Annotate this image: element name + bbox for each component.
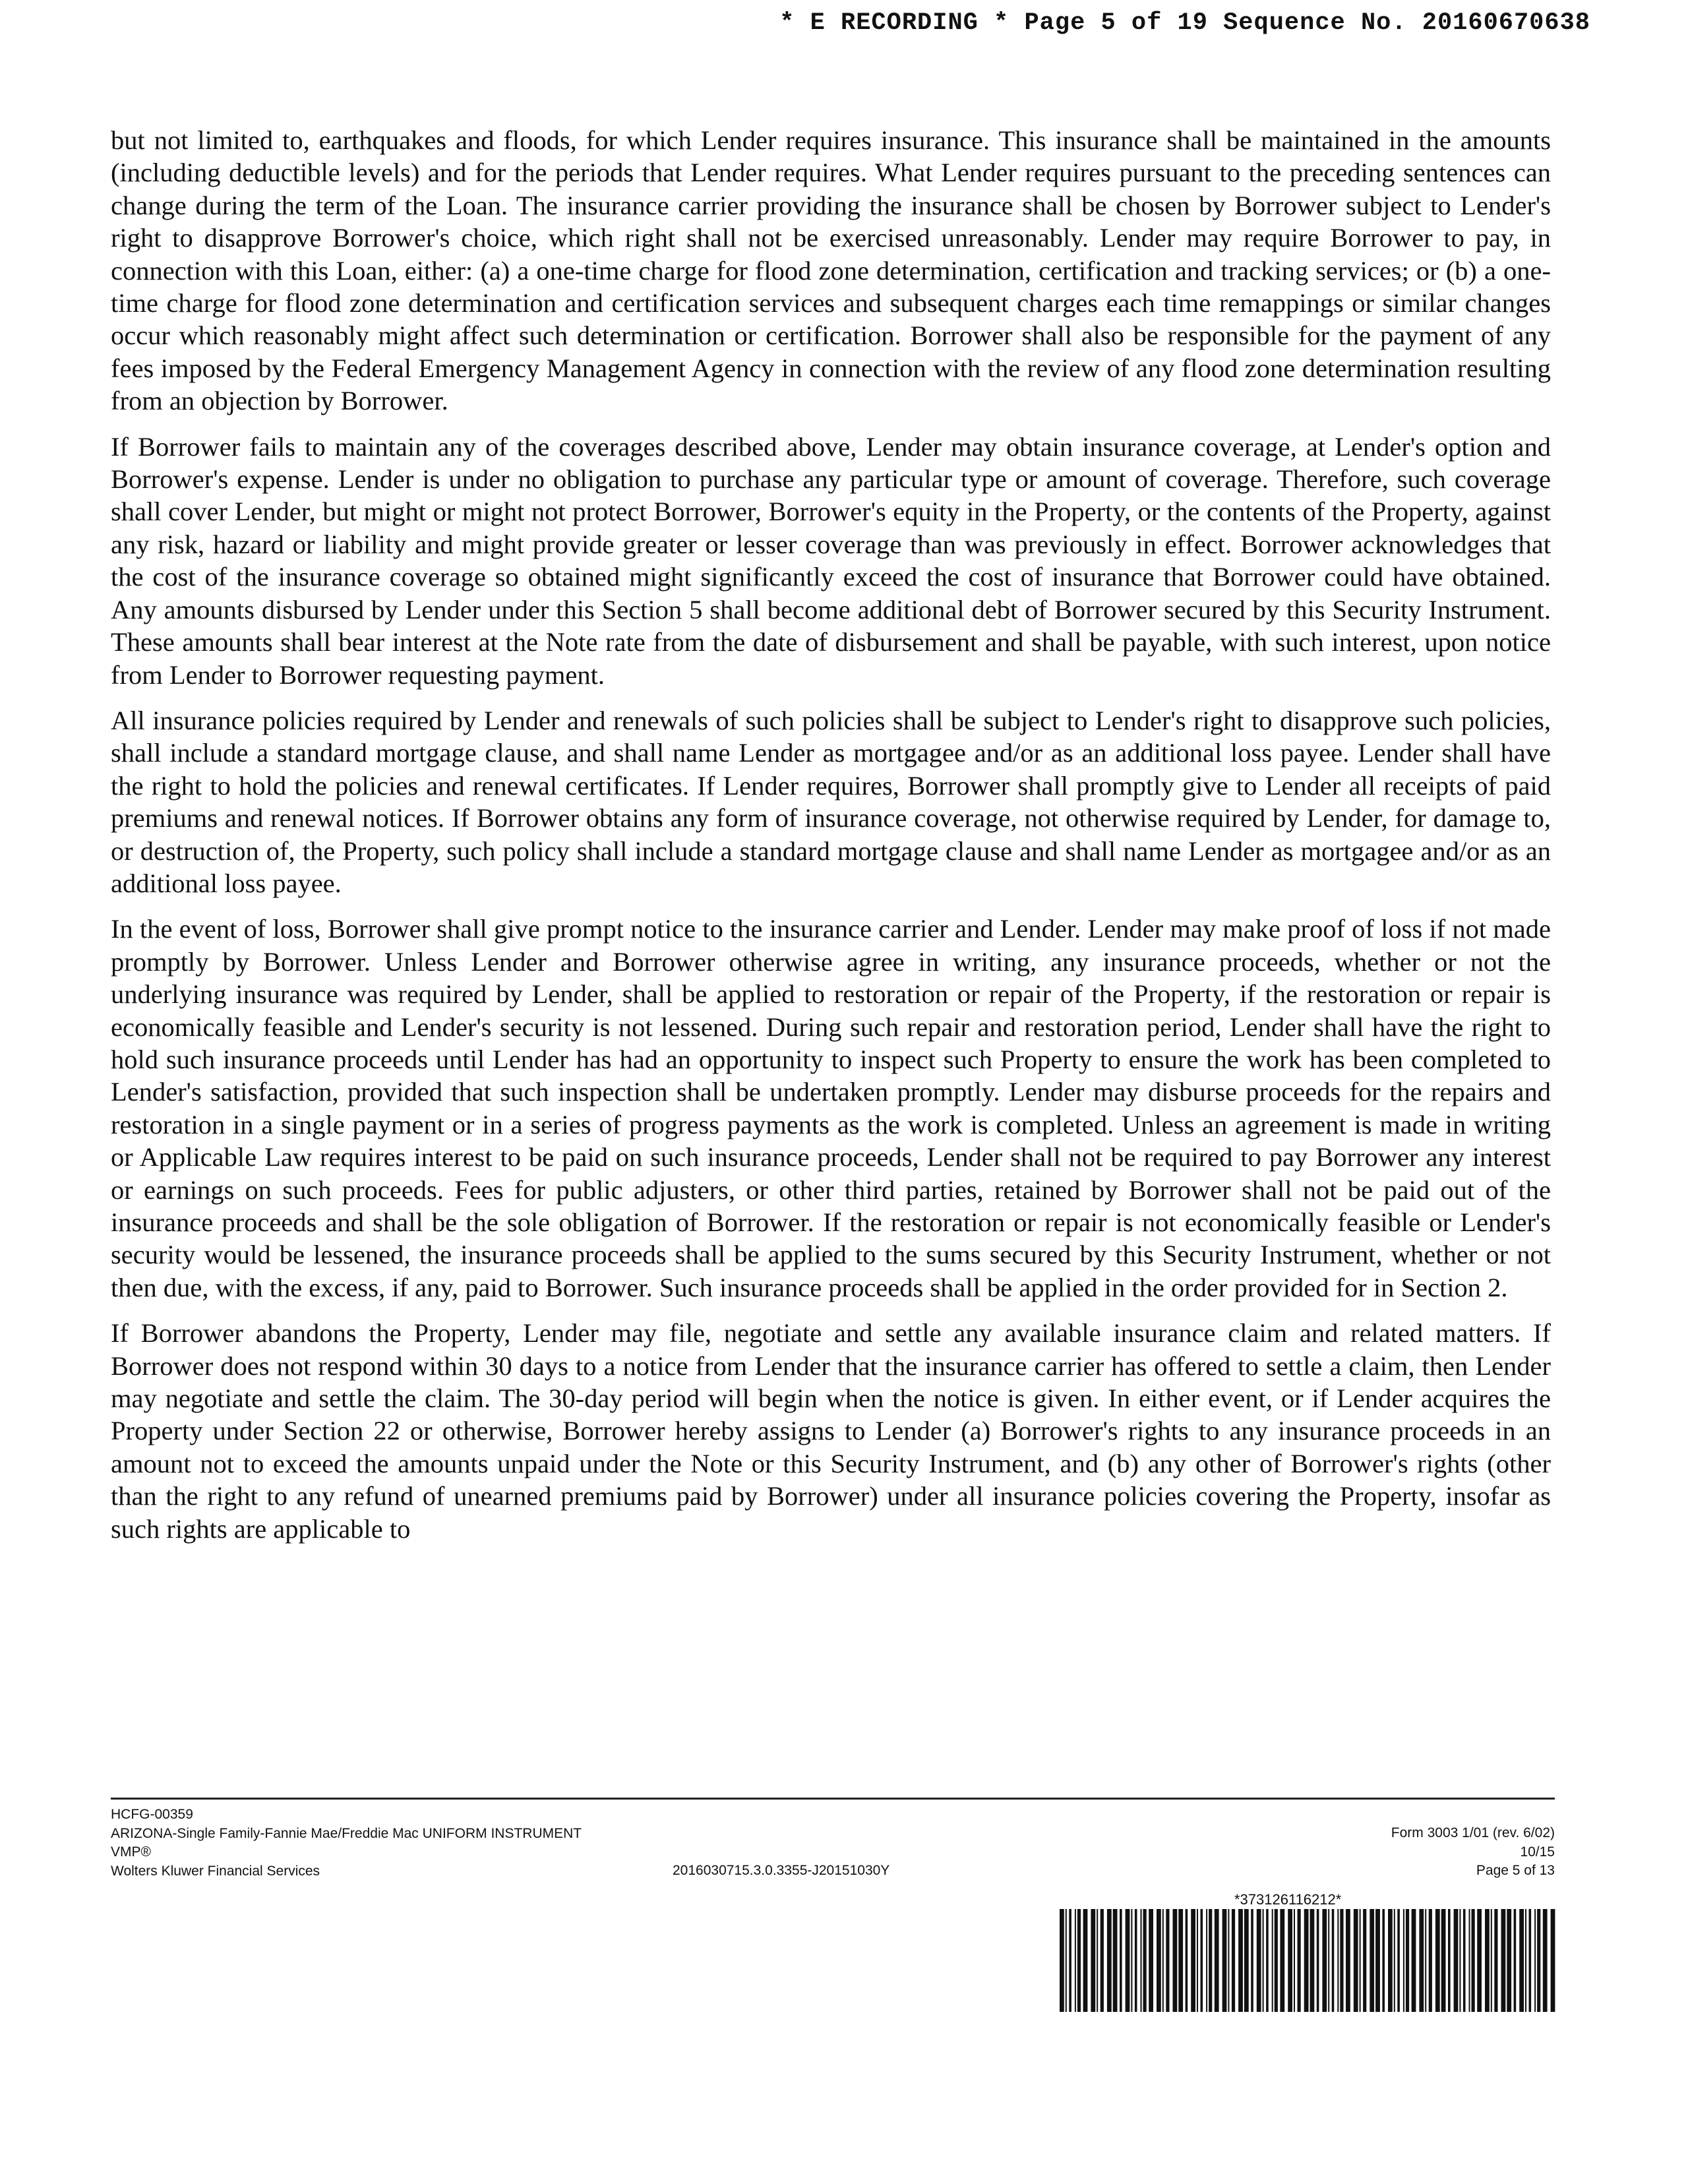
barcode-bar — [1097, 1909, 1098, 2012]
barcode-bar — [1228, 1909, 1229, 2012]
barcode-bar — [1141, 1909, 1142, 2012]
barcode-bar — [1131, 1909, 1132, 2012]
barcode-bar — [1157, 1909, 1161, 2012]
barcode-bar — [1463, 1909, 1466, 2012]
barcode-bar — [1543, 1909, 1548, 2012]
barcode-bar — [1429, 1909, 1432, 2012]
barcode-bar — [1507, 1909, 1511, 2012]
barcode-bar — [1100, 1909, 1104, 2012]
form-code: HCFG-00359 — [111, 1807, 193, 1822]
barcode-bar — [1337, 1909, 1339, 2012]
barcode-bar — [1266, 1909, 1269, 2012]
paragraph-abandonment: If Borrower abandons the Property, Lender may file, negotiate and settle any available insurance claim and related matters. If Borrower does not respond within 30 days to a notice from Lender that the insurance carrier has offered to settle a claim, then Lender may negotiate and settle the claim. The 30-day period will begin when the notice is given. In either event, or if Lender acquires the Property under Section 22 or otherwise, Borrower hereby assigns to Lender (a) Borrower's rights to any insurance proceeds in an amount not to exceed the amounts unpaid under the Note or this Security Instrument, and (b) any other of Borrower's rights (other than the right to any refund of unearned premiums paid by Borrower) under all insurance policies covering the Property, insofar as such rights are applicable to — [111, 1318, 1551, 1544]
barcode-bar — [1206, 1909, 1207, 2012]
barcode-bar — [1288, 1909, 1292, 2012]
barcode-bar — [1317, 1909, 1319, 2012]
barcode-bar — [1375, 1909, 1380, 2012]
barcode-bar — [1397, 1909, 1400, 2012]
barcode-bar — [1298, 1909, 1301, 2012]
barcode-bar — [1472, 1909, 1475, 2012]
barcode-bar — [1263, 1909, 1264, 2012]
recording-header: * E RECORDING * Page 5 of 19 Sequence No. 20160670638 — [779, 9, 1590, 37]
barcode-bar — [1491, 1909, 1492, 2012]
barcode-bar — [1360, 1909, 1361, 2012]
barcode-bar — [1454, 1909, 1459, 2012]
barcode-bar — [1143, 1909, 1147, 2012]
barcode-bar — [1173, 1909, 1178, 2012]
barcode-bar — [1340, 1909, 1343, 2012]
barcode-bar — [1060, 1909, 1064, 2012]
barcode-bar — [1280, 1909, 1284, 2012]
barcode-bar — [1120, 1909, 1122, 2012]
barcode-bar — [1272, 1909, 1273, 2012]
barcode-bar — [1091, 1909, 1095, 2012]
document-footer — [111, 1805, 1555, 1891]
instrument-title: ARIZONA-Single Family-Fannie Mae/Freddie Mac UNIFORM INSTRUMENT — [111, 1825, 582, 1841]
barcode-bar — [1332, 1909, 1335, 2012]
barcode-bar — [1469, 1909, 1470, 2012]
barcode-bar — [1232, 1909, 1235, 2012]
barcode-bar — [1251, 1909, 1253, 2012]
form-date: 10/15 — [1520, 1844, 1555, 1860]
barcode-bar — [1354, 1909, 1358, 2012]
footer-divider — [111, 1798, 1555, 1800]
barcode-bar — [1441, 1909, 1446, 2012]
paragraph-lender-coverage: If Borrower fails to maintain any of the coverages described above, Lender may obtain insurance coverage, at Lender's option and Borrower's expense. Lender is under no obligation to purchase any particular type or amount of coverage. Therefore, such coverage shall cover Lender, but might or might not protect Borrower, Borrower's equity in the Property, or the contents of the Property, against any risk, hazard or liability and might provide greater or lesser coverage than was previously in effect. Borrower acknowledges that the cost of the insurance coverage so obtained might significantly exceed the cost of insurance that Borrower could have obtained. Any amounts disbursed by Lender under this Section 5 shall become additional debt of Borrower secured by this Security Instrument. These amounts shall bear interest at the Note rate from the date of disbursement and shall be payable, with such interest, upon notice from Lender to Borrower requesting payment. — [111, 431, 1551, 690]
barcode-number: *373126116212* — [1234, 1891, 1342, 1908]
barcode-bar — [1149, 1909, 1153, 2012]
barcode-bar — [1328, 1909, 1329, 2012]
barcode-bar — [1322, 1909, 1327, 2012]
barcode-bar — [1077, 1909, 1081, 2012]
barcode-bar — [1388, 1909, 1393, 2012]
barcode-bar — [1162, 1909, 1164, 2012]
barcode-bar — [1113, 1909, 1118, 2012]
barcode-bar — [1209, 1909, 1212, 2012]
barcode-bar — [1485, 1909, 1490, 2012]
paragraph-event-of-loss: In the event of loss, Borrower shall give prompt notice to the insurance carrier and Lender. Lender may make proof of loss if not made promptly by Borrower. Unless Lender and Borrower otherwise agree in writing, any insurance proceeds, whether or not the underlying insurance was required by Lender, shall be applied to restoration or repair of the Property, if the restoration or repair is economically feasible and Lender's security is not lessened. During such repair and restoration period, Lender shall have the right to hold such insurance proceeds until Lender has had an opportunity to inspect such Property to ensure the work has been completed to Lender's satisfaction, provided that such inspection shall be undertaken promptly. Lender may disburse proceeds for the repairs and restoration in a single payment or in a series of progress payments as the work is completed. Unless an agreement is made in writing or Applicable Law requires interest to be paid on such insurance proceeds, Lender shall not be required to pay Borrower any interest or earnings on such proceeds. Fees for public adjusters, or other third parties, retained by Borrower shall not be paid out of the insurance proceeds and shall be the sole obligation of Borrower. If the restoration or repair is not economically feasible or Lender's security would be lessened, the insurance proceeds shall be applied to the sums secured by this Security Instrument, whether or not then due, with the excess, if any, paid to Borrower. Such insurance proceeds shall be applied in the order provided for in Section 2. — [111, 914, 1551, 1302]
barcode-bar — [1238, 1909, 1243, 2012]
barcode-bar — [1501, 1909, 1506, 2012]
vendor-name: VMP® — [111, 1844, 151, 1860]
barcode-bar — [1310, 1909, 1315, 2012]
barcode-bar — [1448, 1909, 1451, 2012]
barcode-bar — [1419, 1909, 1424, 2012]
barcode-bar — [1406, 1909, 1409, 2012]
barcode-bar — [1370, 1909, 1374, 2012]
barcode-bar — [1304, 1909, 1309, 2012]
barcode-bar — [1294, 1909, 1295, 2012]
barcode-bar — [1215, 1909, 1219, 2012]
barcode-bar — [1126, 1909, 1130, 2012]
barcode-bar — [1257, 1909, 1261, 2012]
barcode-bar — [1534, 1909, 1536, 2012]
barcode-bar — [1403, 1909, 1404, 2012]
footer-right-block — [1391, 1824, 1555, 1881]
barcode-bar — [1075, 1909, 1076, 2012]
barcode-bar — [1201, 1909, 1203, 2012]
barcode-bar — [1382, 1909, 1385, 2012]
barcode-bar — [1435, 1909, 1440, 2012]
document-id: 2016030715.3.0.3355-J20151030Y — [673, 1863, 890, 1878]
footer-left-block — [111, 1805, 582, 1881]
page-number: Page 5 of 13 — [1476, 1863, 1555, 1878]
barcode-bar — [1363, 1909, 1366, 2012]
barcode-bar — [1459, 1909, 1461, 2012]
barcode-bar — [1244, 1909, 1249, 2012]
barcode-bar — [1514, 1909, 1517, 2012]
barcode-bar — [1477, 1909, 1482, 2012]
barcode-bar — [1394, 1909, 1395, 2012]
form-number: Form 3003 1/01 (rev. 6/02) — [1391, 1825, 1555, 1840]
barcode-bar — [1166, 1909, 1169, 2012]
barcode-bar — [1529, 1909, 1532, 2012]
barcode-bar — [1222, 1909, 1227, 2012]
paragraph-flood-insurance: but not limited to, earthquakes and floods, for which Lender requires insurance. This insurance shall be maintained in the amounts (including deductible levels) and for the periods that Lender requires. What Lender requires pursuant to the preceding sentences can change during the term of the Loan. The insurance carrier providing the insurance shall be chosen by Borrower subject to Lender's right to disapprove Borrower's choice, which right shall not be exercised unreasonably. Lender may require Borrower to pay, in connection with this Loan, either: (a) a one-time charge for flood zone determination, certification and tracking services; or (b) a one-time charge for flood zone determination and certification services and subsequent charges each time remappings or similar changes occur which reasonably might affect such determination or certification. Borrower shall also be responsible for the payment of any fees imposed by the Federal Emergency Management Agency in connection with the review of any flood zone determination resulting from an objection by Borrower. — [111, 125, 1551, 416]
barcode-bar — [1178, 1909, 1183, 2012]
barcode-bar — [1525, 1909, 1526, 2012]
barcode-bar — [1083, 1909, 1088, 2012]
barcode-bar — [1519, 1909, 1524, 2012]
paragraph-insurance-policies: All insurance policies required by Lender and renewals of such policies shall be subject to Lender's right to disapprove such policies, shall include a standard mortgage clause, and shall name Lender as mortgagee and/or as an additional loss payee. Lender shall have the right to hold the policies and renewal certificates. If Lender requires, Borrower shall promptly give to Lender all receipts of paid premiums and renewal notices. If Borrower obtains any form of insurance coverage, not otherwise required by Lender, for damage to, or destruction of, the Property, such policy shall include a standard mortgage clause and shall name Lender as mortgagee and/or as an additional loss payee. — [111, 705, 1551, 898]
barcode-bar — [1135, 1909, 1137, 2012]
barcode-bar — [1275, 1909, 1278, 2012]
barcode-bar — [1191, 1909, 1195, 2012]
barcode-bar — [1412, 1909, 1416, 2012]
document-body — [111, 124, 1551, 1558]
barcode-bar — [1551, 1909, 1555, 2012]
barcode-bar — [1537, 1909, 1540, 2012]
barcode-bar — [1494, 1909, 1497, 2012]
barcode-bar — [1107, 1909, 1112, 2012]
company-name: Wolters Kluwer Financial Services — [111, 1863, 320, 1879]
barcode-bar — [1069, 1909, 1071, 2012]
barcode-bar — [1425, 1909, 1426, 2012]
barcode-bar — [1186, 1909, 1188, 2012]
barcode-image — [1058, 1909, 1557, 2012]
barcode-bar — [1346, 1909, 1350, 2012]
barcode-bar — [1066, 1909, 1067, 2012]
barcode-bar — [1197, 1909, 1198, 2012]
